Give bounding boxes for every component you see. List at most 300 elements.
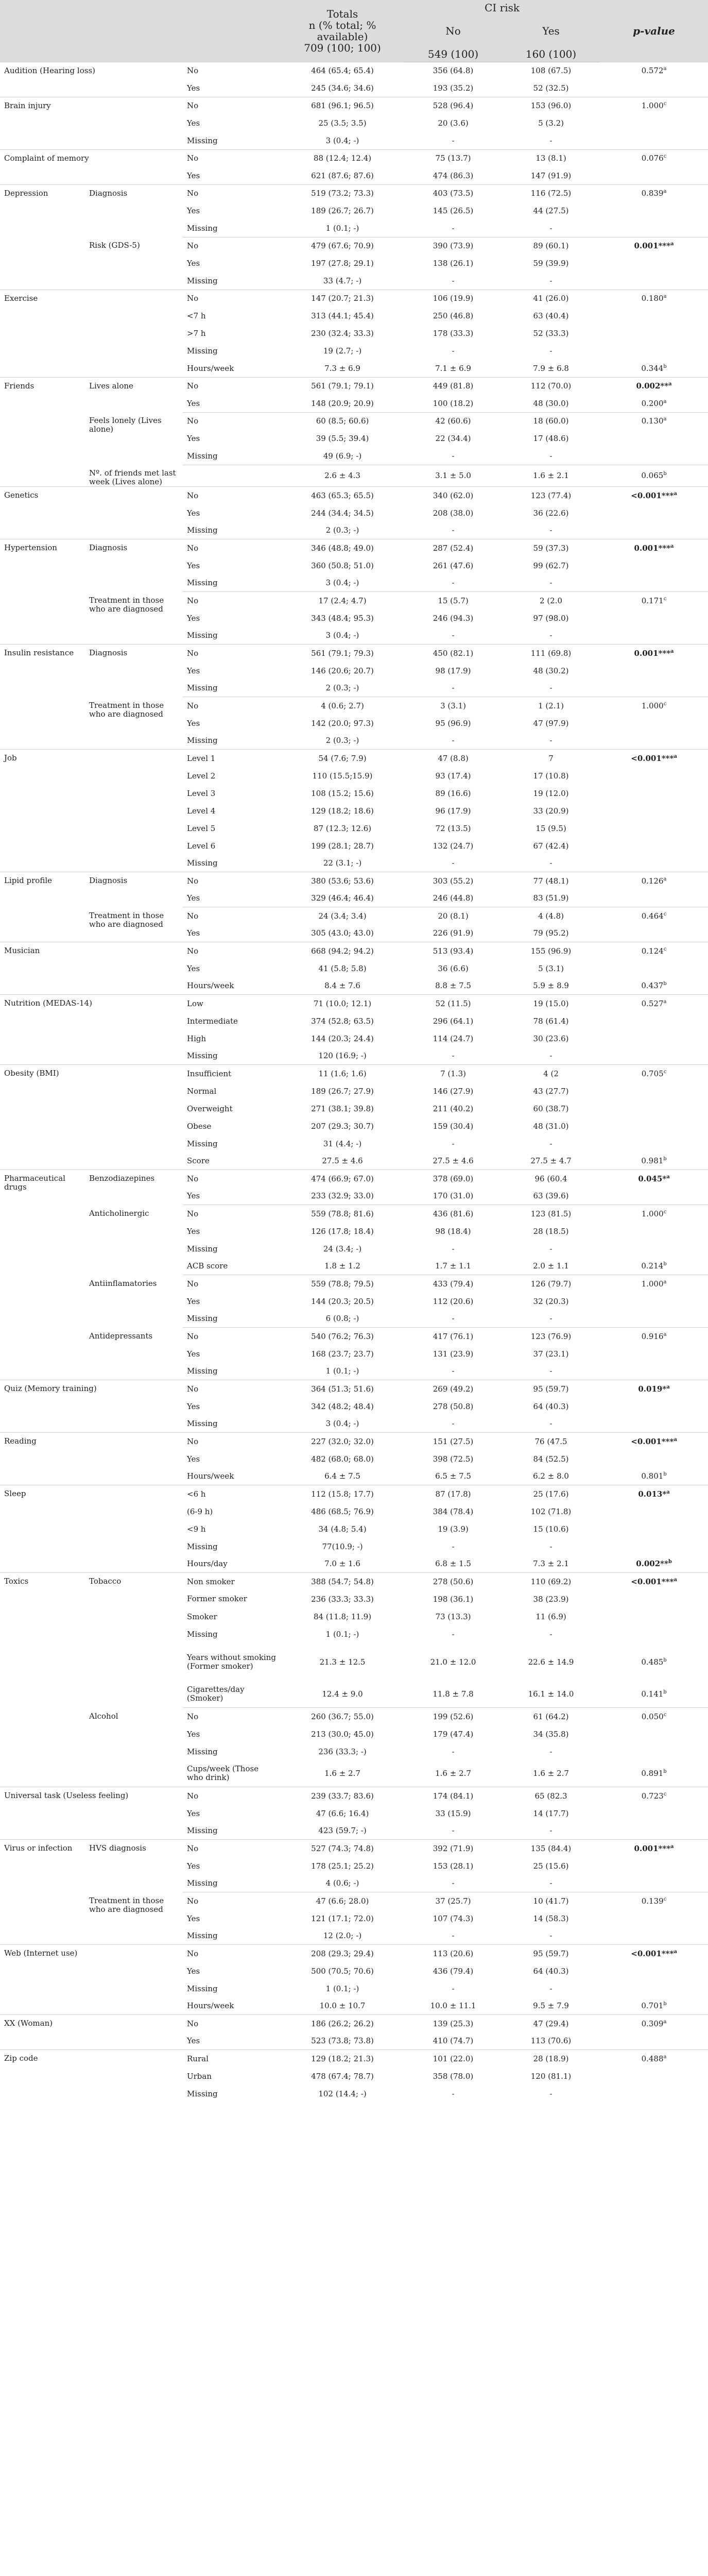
ci-risk-yes-cell: 116 (72.5) xyxy=(502,184,600,202)
pvalue-cell xyxy=(600,1980,708,1997)
ci-risk-yes-cell: 16.1 ± 14.0 xyxy=(528,1689,574,1699)
ci-risk-no-cell: 436 (81.6) xyxy=(404,1205,502,1223)
table-row xyxy=(0,1380,708,1398)
category-label: No xyxy=(183,97,281,114)
ci-risk-no-cell: 132 (24.7) xyxy=(433,841,474,851)
table-row xyxy=(0,149,708,167)
totals-cell: 142 (20.0; 97.3) xyxy=(311,718,374,728)
table-row xyxy=(0,1573,708,1590)
ci-risk-no-cell: 450 (82.1) xyxy=(404,645,502,662)
category-label: Yes xyxy=(187,1226,200,1236)
pvalue-test-marker: a xyxy=(674,1436,677,1443)
totals-cell: 561 (79.1; 79.3) xyxy=(281,645,404,662)
category-label: Missing xyxy=(187,346,218,355)
pvalue-test-marker: b xyxy=(663,2001,667,2007)
pvalue-cell xyxy=(600,1205,708,1223)
totals-cell: 2 (0.3; -) xyxy=(325,736,359,745)
subvariable-name: Antidepressants xyxy=(89,1331,153,1341)
ci-risk-no-cell: - xyxy=(452,1541,455,1551)
ci-risk-no-cell: 159 (30.4) xyxy=(433,1121,474,1131)
totals-cell: 34 (4.8; 5.4) xyxy=(318,1524,367,1534)
totals-cell: 208 (29.3; 29.4) xyxy=(281,1945,404,1962)
pvalue-cell xyxy=(600,1945,708,1962)
totals-cell: 1 (0.1; -) xyxy=(325,1629,359,1639)
ci-risk-no-cell: 7 (1.3) xyxy=(404,1065,502,1082)
pvalue-cell xyxy=(600,2067,708,2085)
pvalue: 0.141 xyxy=(641,1689,664,1699)
ci-risk-yes-cell: 17 (48.6) xyxy=(533,434,569,443)
pvalue: 0.801 xyxy=(641,1471,664,1481)
category-label: Missing xyxy=(187,1541,218,1551)
ci-risk-yes-cell: 1 (2.1) xyxy=(502,697,600,715)
pvalue-test-marker: a xyxy=(666,1174,670,1180)
ci-risk-yes-cell: - xyxy=(549,1366,552,1376)
subvariable-name: Treatment in those who are diagnosed xyxy=(89,910,164,929)
ci-risk-no-cell: 3 (3.1) xyxy=(404,697,502,715)
category-label: Insufficient xyxy=(183,1065,281,1082)
pvalue-cell xyxy=(600,272,708,290)
category-label: Missing xyxy=(187,451,218,461)
table-row xyxy=(0,97,708,114)
totals-cell: 146 (20.6; 20.7) xyxy=(311,666,374,675)
table-row xyxy=(0,1065,708,1082)
totals-cell: 199 (28.1; 28.7) xyxy=(311,841,374,851)
ci-risk-yes-cell: 48 (30.0) xyxy=(533,398,569,408)
ci-risk-yes-cell: 43 (27.7) xyxy=(533,1086,569,1096)
ci-risk-yes-cell: 28 (18.9) xyxy=(502,2050,600,2067)
ci-risk-yes-cell: - xyxy=(549,223,552,233)
ci-risk-no-cell: 474 (86.3) xyxy=(433,171,474,180)
table-row xyxy=(0,1485,708,1503)
totals-cell: 464 (65.4; 65.4) xyxy=(281,62,404,79)
ci-risk-yes-cell: - xyxy=(549,631,552,640)
pvalue: <0.001*** xyxy=(631,1948,674,1958)
totals-cell: 10.0 ± 10.7 xyxy=(319,2001,366,2011)
totals-cell: 364 (51.3; 51.6) xyxy=(281,1380,404,1398)
pvalue-cell xyxy=(600,1875,708,1892)
pvalue: 0.171 xyxy=(641,596,664,605)
totals-cell: 213 (30.0; 45.0) xyxy=(311,1729,374,1739)
ci-risk-no-cell: - xyxy=(452,346,455,355)
pvalue-test-marker: c xyxy=(663,154,667,160)
variable-name: Lipid profile xyxy=(0,872,85,942)
pvalue-test-marker: a xyxy=(663,2019,667,2025)
pvalue-cell xyxy=(600,377,708,395)
table-row xyxy=(0,942,708,960)
totals-cell: 41 (5.8; 5.8) xyxy=(318,963,367,973)
ci-risk-no-cell: 153 (28.1) xyxy=(433,1861,474,1871)
ci-risk-yes-cell: 59 (37.3) xyxy=(502,539,600,557)
ci-risk-no-cell: - xyxy=(452,1826,455,1836)
ci-risk-no-cell: 269 (49.2) xyxy=(404,1380,502,1398)
pvalue-cell xyxy=(600,184,708,202)
pvalue-cell xyxy=(600,1468,708,1485)
table-row xyxy=(0,1205,708,1223)
pvalue-test-marker: a xyxy=(668,381,672,387)
pvalue: <0.001*** xyxy=(631,1436,674,1446)
ci-risk-yes-cell: 41 (26.0) xyxy=(502,290,600,307)
pvalue-cell xyxy=(600,1927,708,1945)
ci-risk-yes-cell: 64 (40.3) xyxy=(533,1966,569,1976)
ci-risk-no-cell: 75 (13.7) xyxy=(404,149,502,167)
ci-risk-yes-cell: 52 (32.5) xyxy=(533,83,569,93)
totals-cell: 39 (5.5; 39.4) xyxy=(316,434,369,443)
ci-risk-no-cell: 96 (17.9) xyxy=(435,806,471,816)
ci-risk-no-cell: - xyxy=(452,858,455,868)
pvalue-test-marker: a xyxy=(663,189,667,195)
totals-cell: 178 (25.1; 25.2) xyxy=(311,1861,374,1871)
totals-cell: 11 (1.6; 1.6) xyxy=(281,1065,404,1082)
ci-risk-no-cell: - xyxy=(452,1629,455,1639)
variable-name: Friends xyxy=(0,377,85,487)
header-ci-risk xyxy=(404,0,600,15)
category-label: Former smoker xyxy=(187,1594,247,1603)
ci-risk-no-cell: 208 (38.0) xyxy=(433,508,474,518)
ci-risk-no-cell: - xyxy=(452,1314,455,1324)
subvariable-name: Nº. of friends met last week (Lives alone) xyxy=(89,468,176,486)
pvalue-cell xyxy=(600,202,708,219)
pvalue: 0.916 xyxy=(641,1331,664,1341)
table-body xyxy=(0,62,708,2103)
pvalue-test-marker: a xyxy=(663,416,667,422)
category-label: Missing xyxy=(187,1826,218,1836)
pvalue-cell xyxy=(600,1100,708,1117)
pvalue-test-marker: a xyxy=(663,876,667,882)
ci-risk-yes-cell: - xyxy=(549,1051,552,1061)
category-label: No xyxy=(183,412,281,430)
ci-risk-no-cell: 101 (22.0) xyxy=(404,2050,502,2067)
category-label: Level 5 xyxy=(187,823,216,833)
table-row xyxy=(0,645,708,662)
category-label: No xyxy=(183,1433,281,1450)
pvalue-cell xyxy=(600,1573,708,1590)
pvalue-cell xyxy=(600,412,708,430)
ci-risk-no-cell: 11.8 ± 7.8 xyxy=(433,1689,474,1699)
ci-risk-yes-cell: 83 (51.9) xyxy=(533,893,569,903)
category-label: Hours/week xyxy=(187,981,234,991)
pvalue-cell xyxy=(600,574,708,592)
category-label: Hours/week xyxy=(187,1471,234,1481)
ci-risk-yes-cell: 79 (95.2) xyxy=(533,928,569,938)
category-label: Level 3 xyxy=(187,788,216,798)
pvalue: 0.130 xyxy=(641,416,664,426)
category-label: Yes xyxy=(187,259,200,268)
totals-cell: 6.4 ± 7.5 xyxy=(324,1471,360,1481)
totals-cell: 144 (20.3; 24.4) xyxy=(311,1033,374,1043)
table-row xyxy=(0,412,708,430)
ci-risk-yes-cell: 126 (79.7) xyxy=(502,1275,600,1293)
ci-risk-yes-cell: 15 (9.5) xyxy=(536,823,566,833)
table-row xyxy=(0,1275,708,1293)
totals-cell: 245 (34.6; 34.6) xyxy=(311,83,374,93)
pvalue-cell xyxy=(600,1625,708,1643)
pvalue-cell xyxy=(600,1398,708,1415)
table-row xyxy=(0,1945,708,1962)
totals-cell: 27.5 ± 4.6 xyxy=(322,1156,363,1166)
variable-name: Complaint of memory xyxy=(0,149,183,184)
subvariable-name: Risk (GDS-5) xyxy=(89,241,140,250)
header-no-n-value: 549 (100) xyxy=(427,47,479,60)
ci-risk-no-cell: 513 (93.4) xyxy=(404,942,502,960)
variable-name: XX (Woman) xyxy=(0,2015,183,2050)
category-label: Level 2 xyxy=(187,771,216,781)
subvariable-name: Anticholinergic xyxy=(89,1208,149,1218)
ci-risk-no-cell: - xyxy=(452,223,455,233)
pvalue-cell xyxy=(600,1962,708,1980)
pvalue-cell xyxy=(600,465,708,487)
pvalue: 0.572 xyxy=(641,66,664,76)
totals-cell: 668 (94.2; 94.2) xyxy=(281,942,404,960)
pvalue-test-marker: c xyxy=(663,701,667,707)
ci-risk-yes-cell: - xyxy=(549,2089,552,2098)
totals-cell: 4 (0.6; 2.7) xyxy=(281,697,404,715)
ci-risk-no-cell: 211 (40.2) xyxy=(433,1104,474,1113)
category-label: No xyxy=(183,539,281,557)
totals-cell: 346 (48.8; 49.0) xyxy=(281,539,404,557)
totals-cell: 2.6 ± 4.3 xyxy=(281,465,404,487)
ci-risk-yes-cell: 102 (71.8) xyxy=(530,1506,572,1516)
variable-name: Insulin resistance xyxy=(0,645,85,750)
category-label: Yes xyxy=(187,718,200,728)
category-label: Urban xyxy=(187,2071,212,2081)
ci-risk-yes-cell: 135 (84.4) xyxy=(502,1840,600,1857)
ci-risk-no-cell: - xyxy=(452,1931,455,1941)
ci-risk-yes-cell: - xyxy=(549,1878,552,1888)
category-label: Intermediate xyxy=(187,1016,238,1026)
pvalue: 0.485 xyxy=(641,1657,664,1667)
category-label: Missing xyxy=(187,1629,218,1639)
ci-risk-yes-cell: 4 (2 xyxy=(502,1065,600,1082)
totals-cell: 84 (11.8; 11.9) xyxy=(313,1612,372,1621)
totals-cell: 2 (0.3; -) xyxy=(325,526,359,535)
pvalue-cell xyxy=(600,645,708,662)
category-label: Cups/week (Those who drink) xyxy=(187,1764,259,1783)
category-label: Rural xyxy=(183,2050,281,2067)
pvalue-cell xyxy=(600,1590,708,1608)
totals-cell: 1 (0.1; -) xyxy=(325,223,359,233)
category-label: Yes xyxy=(187,1401,200,1411)
totals-cell: 621 (87.6; 87.6) xyxy=(311,171,374,180)
ci-risk-no-cell: 528 (96.4) xyxy=(404,97,502,114)
category-label: Yes xyxy=(187,666,200,675)
pvalue-cell xyxy=(600,167,708,184)
category-label: Yes xyxy=(187,1913,200,1923)
totals-cell: 271 (38.1; 39.8) xyxy=(311,1104,374,1113)
ci-risk-yes-cell: 18 (60.0) xyxy=(502,412,600,430)
ci-risk-yes-cell: 95 (59.7) xyxy=(502,1945,600,1962)
category-label: Hours/week xyxy=(187,363,234,373)
pvalue-test-marker: b xyxy=(663,981,667,987)
ci-risk-yes-cell: 123 (77.4) xyxy=(502,487,600,504)
totals-cell: 54 (7.6; 7.9) xyxy=(281,750,404,767)
ci-risk-no-cell: 1.7 ± 1.1 xyxy=(435,1261,471,1271)
pvalue-cell xyxy=(600,1643,708,1681)
ci-risk-no-cell: 246 (44.8) xyxy=(433,893,474,903)
ci-risk-no-cell: - xyxy=(452,526,455,535)
pvalue-cell xyxy=(600,1997,708,2015)
totals-cell: 1 (0.1; -) xyxy=(325,1984,359,1993)
ci-risk-no-cell: 52 (11.5) xyxy=(404,995,502,1012)
totals-cell: 1.6 ± 2.7 xyxy=(324,1769,360,1778)
pvalue-test-marker: b xyxy=(663,1471,667,1478)
pvalue-cell xyxy=(600,802,708,820)
ci-risk-yes-cell: 65 (82.3 xyxy=(502,1787,600,1805)
pvalue-cell xyxy=(600,890,708,907)
category-label: Years without smoking (Former smoker) xyxy=(187,1652,276,1671)
category-label: High xyxy=(187,1033,206,1043)
totals-cell: 342 (48.2; 48.4) xyxy=(311,1401,374,1411)
pvalue-cell xyxy=(600,1450,708,1468)
header-yes-label: Yes xyxy=(542,25,560,37)
pvalue: 1.000 xyxy=(641,1279,664,1289)
category-label: Yes xyxy=(187,206,200,215)
ci-risk-yes-cell: 110 (69.2) xyxy=(502,1573,600,1590)
totals-cell: 19 (2.7; -) xyxy=(323,346,362,355)
totals-cell: 88 (12.4; 12.4) xyxy=(281,149,404,167)
pvalue-cell xyxy=(600,907,708,925)
table-row xyxy=(0,995,708,1012)
pvalue: 0.701 xyxy=(641,2001,664,2011)
ci-risk-no-cell: 106 (19.9) xyxy=(404,290,502,307)
variable-name: Web (Internet use) xyxy=(0,1945,183,2015)
category-label: Non smoker xyxy=(183,1573,281,1590)
ci-risk-no-cell: - xyxy=(452,736,455,745)
variable-name: Universal task (Useless feeling) xyxy=(0,1787,183,1840)
ci-risk-yes-cell: - xyxy=(549,736,552,745)
pvalue-cell xyxy=(600,1188,708,1205)
totals-cell: 374 (52.8; 63.5) xyxy=(311,1016,374,1026)
category-label: No xyxy=(183,149,281,167)
category-label: Missing xyxy=(187,526,218,535)
ci-risk-no-cell: 417 (76.1) xyxy=(404,1328,502,1345)
subvariable-name: Antiinflamatories xyxy=(89,1278,157,1288)
ci-risk-no-cell: 36 (6.6) xyxy=(438,963,469,973)
category-label: Missing xyxy=(187,1931,218,1941)
table-row xyxy=(0,290,708,307)
ci-risk-no-cell: 3.1 ± 5.0 xyxy=(404,465,502,487)
ci-risk-no-cell: 384 (78.4) xyxy=(433,1506,474,1516)
pvalue-cell xyxy=(600,539,708,557)
variable-name: Obesity (BMI) xyxy=(0,1065,183,1170)
pvalue-cell xyxy=(600,2032,708,2050)
pvalue: 0.527 xyxy=(641,998,664,1008)
totals-cell: 388 (54.7; 54.8) xyxy=(281,1573,404,1590)
ci-risk-no-cell: 1.6 ± 2.7 xyxy=(435,1769,471,1778)
ci-risk-yes-cell: 33 (20.9) xyxy=(533,806,569,816)
ci-risk-yes-cell: 5 (3.1) xyxy=(538,963,564,973)
pvalue: 0.126 xyxy=(641,876,664,886)
pvalue: 0.464 xyxy=(641,911,664,921)
totals-cell: 4 (0.6; -) xyxy=(325,1878,359,1888)
pvalue-cell xyxy=(600,855,708,872)
subvariable-name: Diagnosis xyxy=(85,645,183,697)
totals-cell: 71 (10.0; 12.1) xyxy=(281,995,404,1012)
pvalue-test-marker: c xyxy=(663,911,667,917)
pvalue-cell xyxy=(600,237,708,255)
ci-risk-no-cell: 179 (47.4) xyxy=(433,1729,474,1739)
totals-cell: 486 (68.5; 76.9) xyxy=(311,1506,374,1516)
ci-risk-yes-cell: - xyxy=(549,276,552,285)
pvalue-test-marker: b xyxy=(663,1689,667,1696)
pvalue-test-marker: a xyxy=(674,1577,677,1583)
totals-cell: 112 (15.8; 17.7) xyxy=(281,1485,404,1503)
ci-risk-no-cell: 6.8 ± 1.5 xyxy=(435,1559,471,1569)
totals-cell: 31 (4.4; -) xyxy=(323,1139,362,1148)
pvalue-cell xyxy=(600,2050,708,2067)
subvariable-name: Diagnosis xyxy=(85,539,183,592)
pvalue-test-marker: a xyxy=(670,648,674,654)
totals-cell: 129 (18.2; 18.6) xyxy=(311,806,374,816)
header-totals-label: Totals xyxy=(326,7,358,20)
ci-risk-no-cell: - xyxy=(452,1366,455,1376)
totals-cell: 189 (26.7; 26.7) xyxy=(311,206,374,215)
ci-risk-yes-cell: 17 (10.8) xyxy=(533,771,569,781)
pvalue-cell xyxy=(600,1275,708,1293)
pvalue-test-marker: b xyxy=(663,363,667,369)
totals-cell: 207 (29.3; 30.7) xyxy=(311,1121,374,1131)
ci-risk-yes-cell: 13 (8.1) xyxy=(502,149,600,167)
totals-cell: 47 (6.6; 28.0) xyxy=(281,1892,404,1910)
category-label: <6 h xyxy=(183,1485,281,1503)
totals-cell: 236 (33.3; -) xyxy=(318,1747,367,1756)
pvalue: <0.001*** xyxy=(631,490,674,500)
table-row xyxy=(0,62,708,79)
ci-risk-no-cell: - xyxy=(452,1139,455,1148)
totals-cell: 7.0 ± 1.6 xyxy=(324,1559,360,1569)
ci-risk-yes-cell: 97 (98.0) xyxy=(533,613,569,623)
category-label: Cigarettes/day (Smoker) xyxy=(187,1685,245,1703)
table-row xyxy=(0,1328,708,1345)
ci-risk-no-cell: 170 (31.0) xyxy=(433,1191,474,1201)
ci-risk-no-cell: 246 (94.3) xyxy=(433,613,474,623)
ci-risk-no-cell: 93 (17.4) xyxy=(435,771,471,781)
pvalue-cell xyxy=(600,609,708,627)
pvalue-cell xyxy=(600,1822,708,1840)
ci-risk-yes-cell: 63 (39.6) xyxy=(533,1191,569,1201)
ci-risk-yes-cell: 52 (33.3) xyxy=(533,329,569,338)
pvalue-test-marker: c xyxy=(663,1711,667,1718)
pvalue-cell xyxy=(600,837,708,855)
variable-name: Virus or infection xyxy=(0,1840,85,1945)
ci-risk-no-cell: 378 (69.0) xyxy=(404,1170,502,1188)
ci-risk-yes-cell: 25 (15.6) xyxy=(533,1861,569,1871)
header-blank-2 xyxy=(0,15,281,62)
ci-risk-yes-cell: 2.0 ± 1.1 xyxy=(533,1261,569,1271)
category-label: No xyxy=(183,237,281,255)
totals-cell: 47 (6.6; 16.4) xyxy=(316,1808,369,1818)
totals-cell: 110 (15.5;15.9) xyxy=(312,771,373,781)
category-label: Yes xyxy=(187,963,200,973)
pvalue-test-marker: c xyxy=(663,101,667,107)
pvalue-test-marker: c xyxy=(663,596,667,602)
totals-cell: 1 (0.1; -) xyxy=(325,1366,359,1376)
ci-risk-no-cell: - xyxy=(452,2089,455,2098)
ci-risk-no-cell: - xyxy=(452,1419,455,1429)
category-label: Yes xyxy=(187,561,200,570)
pvalue-test-marker: a xyxy=(670,1843,674,1850)
category-label: Missing xyxy=(187,736,218,745)
pvalue-test-marker: a xyxy=(670,543,674,549)
category-label: Normal xyxy=(187,1086,217,1096)
pvalue-cell xyxy=(600,62,708,79)
totals-cell: 313 (44.1; 45.4) xyxy=(311,311,374,320)
category-label: Hours/day xyxy=(187,1559,228,1569)
ci-risk-no-cell: 98 (18.4) xyxy=(435,1226,471,1236)
pvalue-cell xyxy=(600,132,708,149)
totals-cell: 478 (67.4; 78.7) xyxy=(311,2071,374,2081)
totals-cell: 329 (46.4; 46.4) xyxy=(311,893,374,903)
category-label: Missing xyxy=(187,578,218,588)
